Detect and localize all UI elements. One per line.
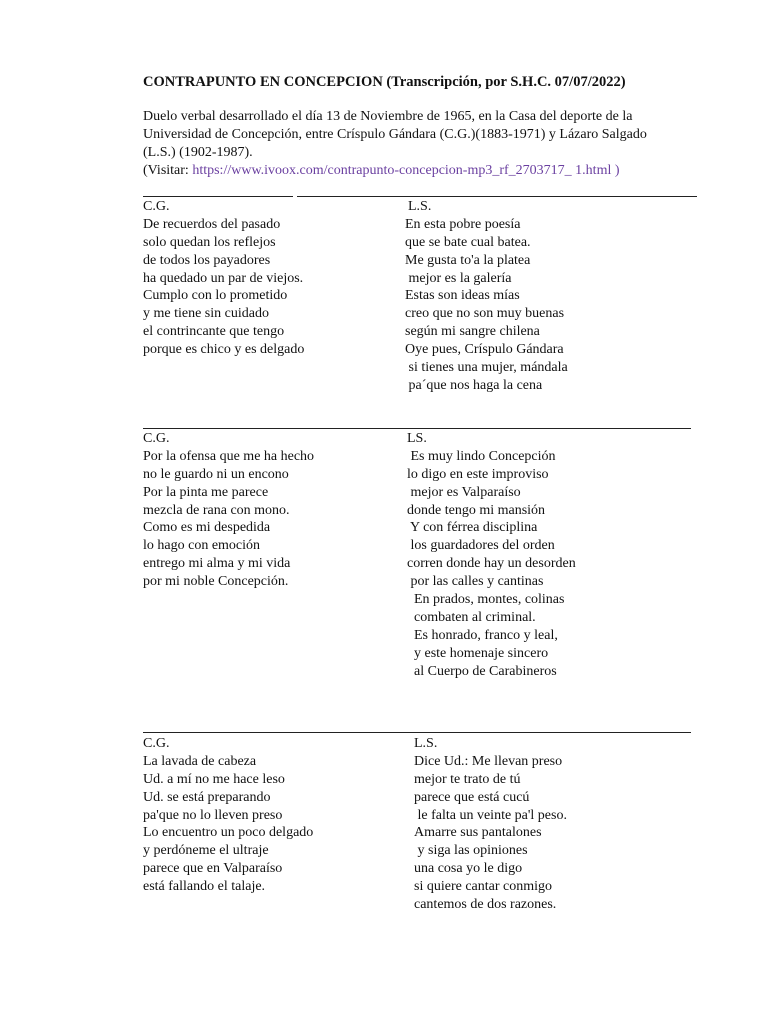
verse-line: está fallando el talaje.: [143, 879, 266, 895]
verse-line: si tienes una mujer, mándala: [405, 360, 568, 376]
verse-line: y este homenaje sincero: [407, 645, 549, 661]
divider-rule: [297, 196, 697, 197]
verse-line: y perdóneme el ultraje: [143, 843, 269, 859]
verse-line: entrego mi alma y mi vida: [143, 556, 291, 572]
verse-line: Oye pues, Críspulo Gándara: [405, 342, 564, 358]
verse-line: L.S.: [408, 199, 432, 214]
divider-rule: [143, 732, 691, 733]
verse-line: De recuerdos del pasado: [143, 216, 281, 232]
verse-line: Cumplo con lo prometido: [143, 288, 288, 304]
verse-line: Ud. se está preparando: [143, 789, 271, 805]
verse-line: al Cuerpo de Carabineros: [407, 663, 557, 679]
verse-line: cantemos de dos razones.: [414, 897, 557, 913]
verse-line: de todos los payadores: [143, 252, 271, 268]
audio-link[interactable]: https://www.ivoox.com/contrapunto-concepcion-mp3_rf_2703717_ 1.html ): [192, 163, 620, 178]
verse-line: si quiere cantar conmigo: [414, 879, 553, 895]
verse-line: porque es chico y es delgado: [143, 342, 305, 358]
visit-prefix: (Visitar:: [143, 163, 193, 178]
verse-line: C.G.: [143, 431, 170, 446]
verse-line: LS.: [407, 431, 427, 446]
verse-line: mezcla de rana con mono.: [143, 502, 290, 518]
verse-line: no le guardo ni un encono: [143, 466, 289, 482]
verse-line: parece que en Valparaíso: [143, 861, 283, 877]
verse-line: Estas son ideas mías: [405, 288, 520, 304]
verse-line: por las calles y cantinas: [407, 574, 544, 590]
ls-stanza-3: [414, 735, 567, 914]
ls-stanza-2: [407, 430, 576, 680]
verse-line: Lo encuentro un poco delgado: [143, 825, 314, 841]
verse-line: el contrincante que tengo: [143, 324, 285, 340]
cg-stanza-2: [143, 430, 314, 591]
verse-line: y me tiene sin cuidado: [143, 306, 269, 322]
divider-rule: [143, 196, 293, 197]
intro-line: Duelo verbal desarrollado el día 13 de Noviembre de 1965, en la Casa del deporte de la: [143, 109, 633, 124]
verse-line: Y con férrea disciplina: [407, 520, 538, 536]
visit-line: [143, 162, 703, 180]
verse-line: donde tengo mi mansión: [407, 502, 546, 518]
verse-line: Ud. a mí no me hace leso: [143, 771, 285, 787]
verse-line: Por la ofensa que me ha hecho: [143, 448, 315, 464]
verse-line: mejor es la galería: [405, 270, 512, 286]
verse-line: Me gusta to'a la platea: [405, 252, 531, 268]
verse-line: parece que está cucú: [414, 789, 530, 805]
verse-line: C.G.: [143, 736, 170, 751]
verse-line: solo quedan los reflejos: [143, 234, 276, 250]
verse-line: le falta un veinte pa'l peso.: [414, 807, 567, 823]
verse-line: En esta pobre poesía: [405, 216, 521, 232]
intro-line: (L.S.) (1902-1987).: [143, 145, 253, 160]
verse-line: y siga las opiniones: [414, 843, 528, 859]
verse-line: que se bate cual batea.: [405, 234, 531, 250]
intro-paragraph: [143, 108, 703, 180]
verse-line: C.G.: [143, 199, 170, 214]
verse-line: por mi noble Concepción.: [143, 574, 289, 590]
verse-line: mejor te trato de tú: [414, 771, 521, 787]
verse-line: los guardadores del orden: [407, 538, 555, 554]
verse-line: según mi sangre chilena: [405, 324, 540, 340]
cg-stanza-3: [143, 735, 313, 896]
verse-line: La lavada de cabeza: [143, 753, 257, 769]
verse-line: Es honrado, franco y leal,: [407, 627, 558, 643]
verse-line: lo hago con emoción: [143, 538, 261, 554]
verse-line: Es muy lindo Concepción: [407, 448, 556, 464]
ls-stanza-1: [405, 198, 568, 395]
intro-line: Universidad de Concepción, entre Críspulo Gándara (C.G.)(1883-1971) y Lázaro Salgado: [143, 127, 647, 142]
document-title: CONTRAPUNTO EN CONCEPCION (Transcripción, por S.H.C. 07/07/2022): [143, 74, 626, 90]
verse-line: L.S.: [414, 736, 438, 751]
verse-line: En prados, montes, colinas: [407, 592, 565, 608]
verse-line: pa´que nos haga la cena: [405, 377, 543, 393]
verse-line: una cosa yo le digo: [414, 861, 523, 877]
verse-line: lo digo en este improviso: [407, 466, 549, 482]
verse-line: combaten al criminal.: [407, 609, 536, 625]
verse-line: creo que no son muy buenas: [405, 306, 565, 322]
verse-line: mejor es Valparaíso: [407, 484, 521, 500]
divider-rule: [143, 428, 691, 429]
verse-line: Dice Ud.: Me llevan preso: [414, 753, 563, 769]
verse-line: ha quedado un par de viejos.: [143, 270, 304, 286]
verse-line: Como es mi despedida: [143, 520, 271, 536]
verse-line: Por la pinta me parece: [143, 484, 269, 500]
verse-line: Amarre sus pantalones: [414, 825, 542, 841]
cg-stanza-1: [143, 198, 304, 359]
verse-line: pa'que no lo lleven preso: [143, 807, 283, 823]
verse-line: corren donde hay un desorden: [407, 556, 576, 572]
